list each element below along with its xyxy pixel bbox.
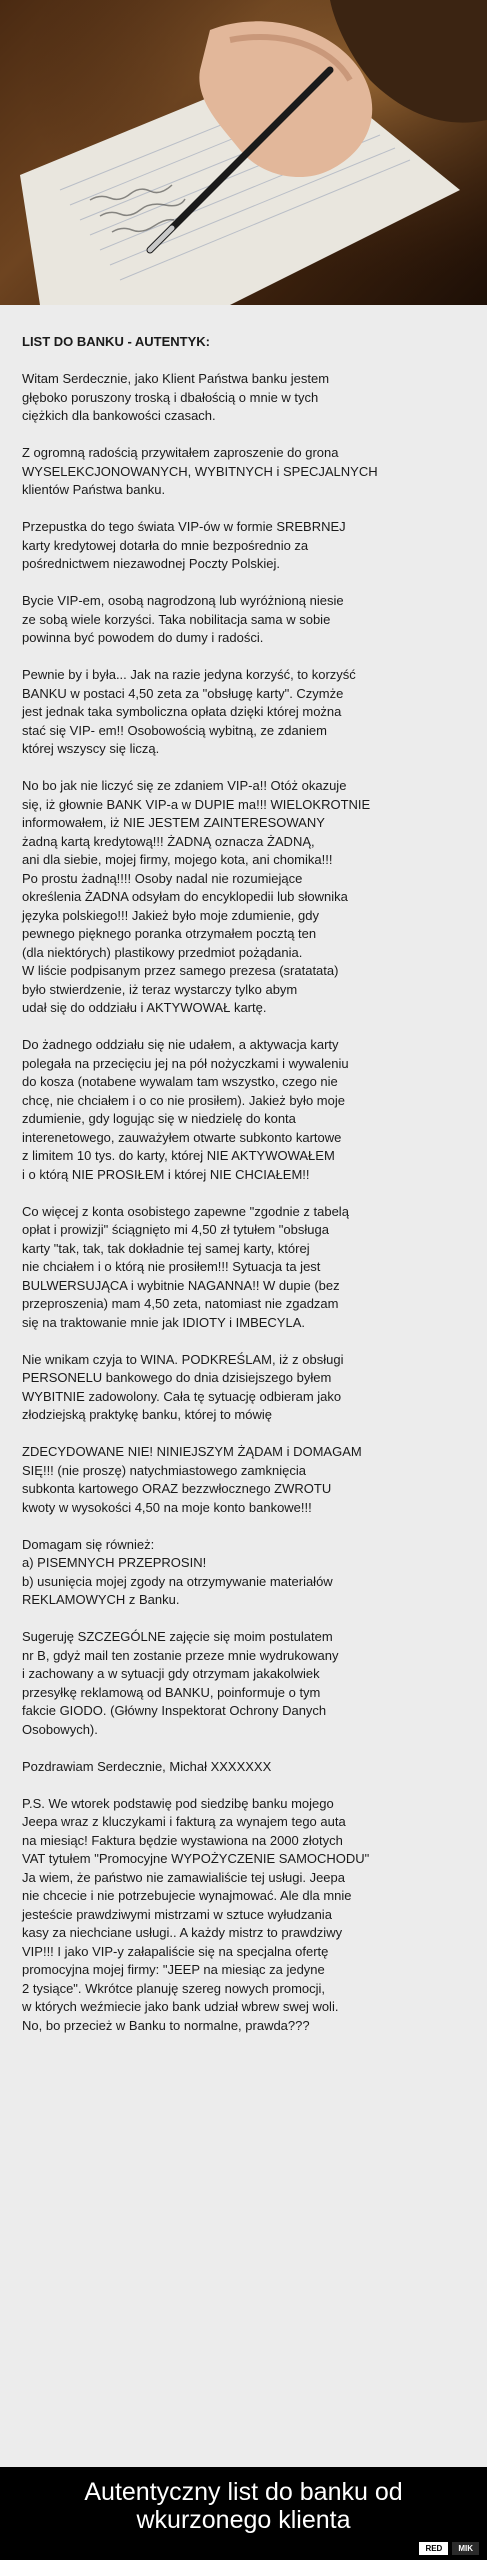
caption-line-2: wkurzonego klienta bbox=[136, 2506, 351, 2534]
caption bbox=[0, 2478, 487, 2534]
letter-paragraph: Witam Serdecznie, jako Klient Państwa banku jestem głęboko poruszony troską i dbałością o mnie w tych ciężkich dla bankowości czasach. bbox=[22, 371, 330, 423]
caption-line-1: Autentyczny list do banku od bbox=[84, 2478, 403, 2506]
letter-title: LIST DO BANKU - AUTENTYK: bbox=[22, 334, 211, 349]
letter-paragraph: Do żadnego oddziału się nie udałem, a aktywacja karty polegała na przecięciu jej na pół nożyczkami i wywaleniu do kosza (notabene wywalam tam wszystko, czego nie chcę, nie chciałem i o co nie prosiłem). Jakież było moje zdumienie, gdy logując się w niedzielę do konta interenetowego, zauważyłem otwarte subkonto kartowe z limitem 10 tys. do karty, której NIE AKTYWOWAŁEM i o którą NIE PROSIŁEM i której NIE CHCIAŁEM!! bbox=[22, 1037, 349, 1182]
site-brand bbox=[419, 2542, 479, 2555]
letter-signature: Pozdrawiam Serdecznie, Michał XXXXXXX bbox=[22, 1758, 272, 1774]
letter-paragraph: No bo jak nie liczyć się ze zdaniem VIP-a!! Otóż okazuje się, iż głownie BANK VIP-a w DUPIE ma!!! WIELOKROTNIE informowałem, iż NIE JESTEM ZAINTERESOWANY żadną kartą kredytową!!! ŻADNĄ oznacza ŻADNĄ, ani dla siebie, mojej firmy, mojego kota, ani chomika!!! Po prostu żadną!!!! Osoby nadal nie rozumiejące określenia ŻADNA odsyłam do encyklopedii lub słownika języka polskiego!!! Jakież było moje zdumienie, gdy pewnego pięknego poranka otrzymałem pocztą ten (dla niektórych) plastikowy przedmiot pożądania. W liście podpisanym przez samego prezesa (sratatata) było stwierdzenie, iż teraz wystarczy tylko abym udał się do oddziału i AKTYWOWAŁ kartę. bbox=[22, 778, 371, 1015]
header-photo bbox=[0, 0, 487, 305]
letter-paragraph: Bycie VIP-em, osobą nagrodzoną lub wyróżnioną niesie ze sobą wiele korzyści. Taka nobilitacja sama w sobie powinna być powodem do dumy i radości. bbox=[22, 593, 344, 645]
letter-paragraph: Co więcej z konta osobistego zapewne "zgodnie z tabelą opłat i prowizji" ściągnięto mi 4,50 zł tytułem "obsługa karty "tak, tak, tak dokładnie tej samej karty, której nie chciałem i o którą nie prosiłem!!! Sytuacja ta jest BULWERSUJĄCA i wybitnie NAGANNA!! W dupie (bez przeproszenia) mam 4,50 zeta, natomiast nie zgadzam się na traktowanie mnie jak IDIOTY i IMBECYLA. bbox=[22, 1203, 349, 1330]
letter-paragraph: ZDECYDOWANE NIE! NINIEJSZYM ŻĄDAM i DOMAGAM SIĘ!!! (nie proszę) natychmiastowego zamknięcia subkonta kartowego ORAZ bezzwłocznego ZWROTU kwoty w wysokości 4,50 na moje konto bankowe!!! bbox=[22, 1444, 362, 1515]
letter-paragraph: Pewnie by i była... Jak na razie jedyna korzyść, to korzyść BANKU w postaci 4,50 zeta za "obsługę karty". Czymże jest jednak taka symboliczna opłata dzięki której można stać się VIP- em!! Osobowością wybitną, ze zdaniem której wszyscy się liczą. bbox=[22, 667, 356, 756]
letter-postscript: P.S. We wtorek podstawię pod siedzibę banku mojego Jeepa wraz z kluczykami i fakturą za wynajem tego auta na miesiąc! Faktura będzie wystawiona na 2000 złotych VAT tytułem "Promocyjne WYPOŻYCZENIE SAMOCHODU" Ja wiem, że państwo nie zamawialiście tej usługi. Jeepa nie chcecie i nie potrzebujecie wynajmować. Ale dla mnie jesteście prawdziwymi mistrzami w sztuce wyłudzania kasy za niechciane usługi.. A każdy mistrz to prawdziwy VIP!!! I jako VIP-y załapaliście się na specjalna ofertę promocyjna mojej firmy: "JEEP na miesiąc za jedyne 2 tysiące". Wkrótce planuję szereg nowych promocji, w których weźmiecie jako bank udział wbrew swej woli. No, bo przecież w Banku to normalne, prawda??? bbox=[22, 1795, 370, 2033]
writing-hand-photo bbox=[0, 0, 487, 305]
brand-red: RED bbox=[419, 2542, 448, 2555]
letter-paragraph: Przepustka do tego świata VIP-ów w formie SREBRNEJ karty kredytowej dotarła do mnie bezpośrednio za pośrednictwem niezawodnej Poczty Polskiej. bbox=[22, 519, 346, 571]
letter-paragraph: Nie wnikam czyja to WINA. PODKREŚLAM, iż z obsługi PERSONELU bankowego do dnia dzisiejszego byłem WYBITNIE zadowolony. Cała tę sytuację odbieram jako złodziejską praktykę banku, której to mówię bbox=[22, 1351, 344, 1422]
letter-paragraph: Z ogromną radością przywitałem zaproszenie do grona WYSELEKCJONOWANYCH, WYBITNYCH i SPECJALNYCH klientów Państwa banku. bbox=[22, 445, 378, 497]
letter-text bbox=[22, 333, 465, 2054]
letter-paragraph: Sugeruję SZCZEGÓLNE zajęcie się moim postulatem nr B, gdyż mail ten zostanie przeze mnie wydrukowany i zachowany a w sytuacji gdy otrzymam jakakolwiek przesyłkę reklamową od BANKU, poinformuje o tym fakcie GIODO. (Główny Inspektorat Ochrony Danych Osobowych). bbox=[22, 1629, 339, 1737]
brand-mik: MIK bbox=[452, 2542, 479, 2555]
letter-paragraph: Domagam się również: a) PISEMNYCH PRZEPROSIN! b) usunięcia mojej zgody na otrzymywanie materiałów REKLAMOWYCH z Banku. bbox=[22, 1536, 333, 1607]
